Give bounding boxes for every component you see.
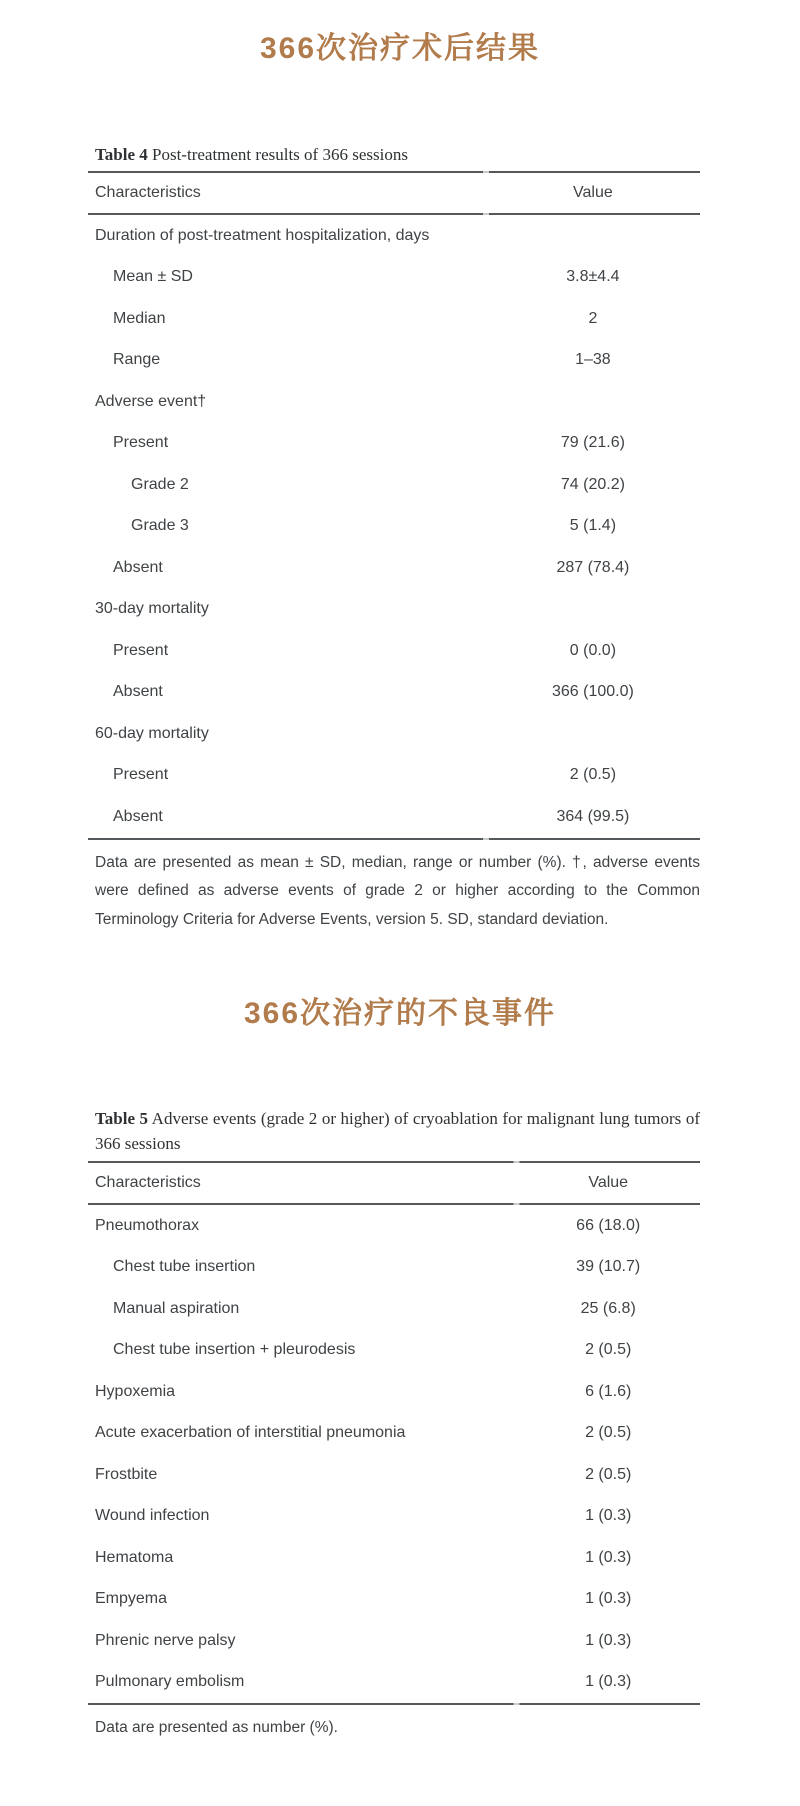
table-row [88, 257, 700, 299]
row-label: Present [113, 641, 169, 659]
row-value: 79 (21.6) [560, 434, 625, 452]
row-label: Adverse event† [95, 392, 207, 410]
table-row [88, 298, 700, 340]
table-row [88, 340, 700, 382]
table-row [88, 796, 700, 838]
section-heading-post-treatment-results: 366次治疗术后结果 [259, 32, 541, 65]
row-label: Duration of post-treatment hospitalization, days [95, 226, 430, 244]
table-row [88, 1620, 700, 1662]
table5-caption-label: Table 5 [95, 1109, 149, 1128]
table5-header-row [88, 1163, 700, 1203]
table5-bottom-rule [88, 1703, 700, 1705]
table5-caption-title: Adverse events (grade 2 or higher) of cryoablation for malignant lung tumors of 366 sessions [95, 1109, 701, 1153]
row-value: 287 (78.4) [556, 558, 630, 576]
table-row [88, 755, 700, 797]
table-row [88, 672, 700, 714]
row-label: Wound infection [95, 1507, 210, 1525]
row-value: 2 (0.5) [585, 1465, 632, 1483]
table4-caption [88, 142, 700, 167]
row-label: Empyema [95, 1590, 168, 1608]
row-label: Chest tube insertion [113, 1258, 256, 1276]
row-value: 39 (10.7) [576, 1258, 641, 1276]
row-label: Hematoma [95, 1548, 174, 1566]
table4-block [88, 142, 700, 934]
table-row [88, 506, 700, 548]
row-label: Pulmonary embolism [95, 1673, 245, 1691]
table-row [88, 1454, 700, 1496]
table-row [88, 713, 700, 755]
table4-body [88, 215, 700, 838]
table5-column-value: Value [588, 1174, 629, 1191]
row-value: 6 (1.6) [585, 1382, 632, 1400]
row-value: 25 (6.8) [580, 1299, 636, 1317]
table4-caption-title: Post-treatment results of 366 sessions [152, 145, 408, 164]
section-heading-adverse-events: 366次治疗的不良事件 [243, 997, 557, 1030]
table4-bottom-rule [88, 838, 700, 840]
table5-column-characteristics: Characteristics [95, 1174, 201, 1191]
row-value: 1 (0.3) [585, 1507, 632, 1525]
table-row [88, 381, 700, 423]
row-label: Hypoxemia [95, 1382, 176, 1400]
row-value: 2 (0.5) [585, 1424, 632, 1442]
row-label: Grade 2 [131, 475, 189, 493]
row-label: Range [113, 351, 161, 369]
row-label: Manual aspiration [113, 1299, 240, 1317]
row-label: Acute exacerbation of interstitial pneumonia [95, 1424, 406, 1442]
row-value: 1 (0.3) [585, 1673, 632, 1691]
row-label: Present [113, 434, 169, 452]
table-row [88, 464, 700, 506]
table4-footnote: Data are presented as mean ± SD, median, range or number (%). †, adverse events were defined as adverse events of grade 2 or higher according to the Common Terminology Criteria for Adverse Events, version 5. SD, standard deviation. [95, 853, 700, 928]
row-label: Absent [113, 558, 163, 576]
table-row [88, 215, 700, 257]
table-row [88, 1537, 700, 1579]
row-label: 30-day mortality [95, 600, 209, 618]
row-label: Grade 3 [131, 517, 189, 535]
row-label: Present [113, 766, 169, 784]
row-label: Absent [113, 807, 163, 825]
table-row [88, 630, 700, 672]
row-value: 2 [588, 309, 598, 327]
table-row [88, 547, 700, 589]
row-label: Phrenic nerve palsy [95, 1631, 236, 1649]
row-value: 1 (0.3) [585, 1631, 632, 1649]
table-row [88, 423, 700, 465]
table-row [88, 1371, 700, 1413]
row-value: 2 (0.5) [585, 1341, 632, 1359]
row-value: 3.8±4.4 [566, 268, 620, 286]
row-value: 366 (100.0) [551, 683, 634, 701]
table5-footnote: Data are presented as number (%). [95, 1719, 338, 1736]
table4-caption-label: Table 4 [95, 145, 148, 164]
row-value: 1 (0.3) [585, 1548, 632, 1566]
table-row [88, 1662, 700, 1704]
row-label: Chest tube insertion + pleurodesis [113, 1341, 356, 1359]
table-row [88, 1330, 700, 1372]
table4-column-characteristics: Characteristics [95, 184, 201, 201]
table-row [88, 1288, 700, 1330]
row-label: Mean ± SD [113, 268, 193, 286]
table4-column-value: Value [573, 184, 613, 201]
row-value: 1 (0.3) [585, 1590, 632, 1608]
row-value: 0 (0.0) [569, 641, 617, 659]
row-value: 2 (0.5) [569, 766, 617, 784]
row-value: 1–38 [575, 351, 611, 369]
row-label: 60-day mortality [95, 724, 209, 742]
row-label: Absent [113, 683, 163, 701]
table-row [88, 589, 700, 631]
table-row [88, 1579, 700, 1621]
table5-body [88, 1205, 700, 1703]
row-value: 74 (20.2) [560, 475, 625, 493]
row-value: 364 (99.5) [556, 807, 630, 825]
table-row [88, 1413, 700, 1455]
table-row [88, 1205, 700, 1247]
row-label: Frostbite [95, 1465, 158, 1483]
row-value: 5 (1.4) [569, 517, 617, 535]
table-row [88, 1496, 700, 1538]
table4-header-row [88, 173, 700, 213]
row-label: Pneumothorax [95, 1216, 200, 1234]
table-row [88, 1247, 700, 1289]
row-label: Median [113, 309, 166, 327]
table5-caption [88, 1106, 700, 1156]
table5-block [88, 1106, 700, 1743]
row-value: 66 (18.0) [576, 1216, 641, 1234]
